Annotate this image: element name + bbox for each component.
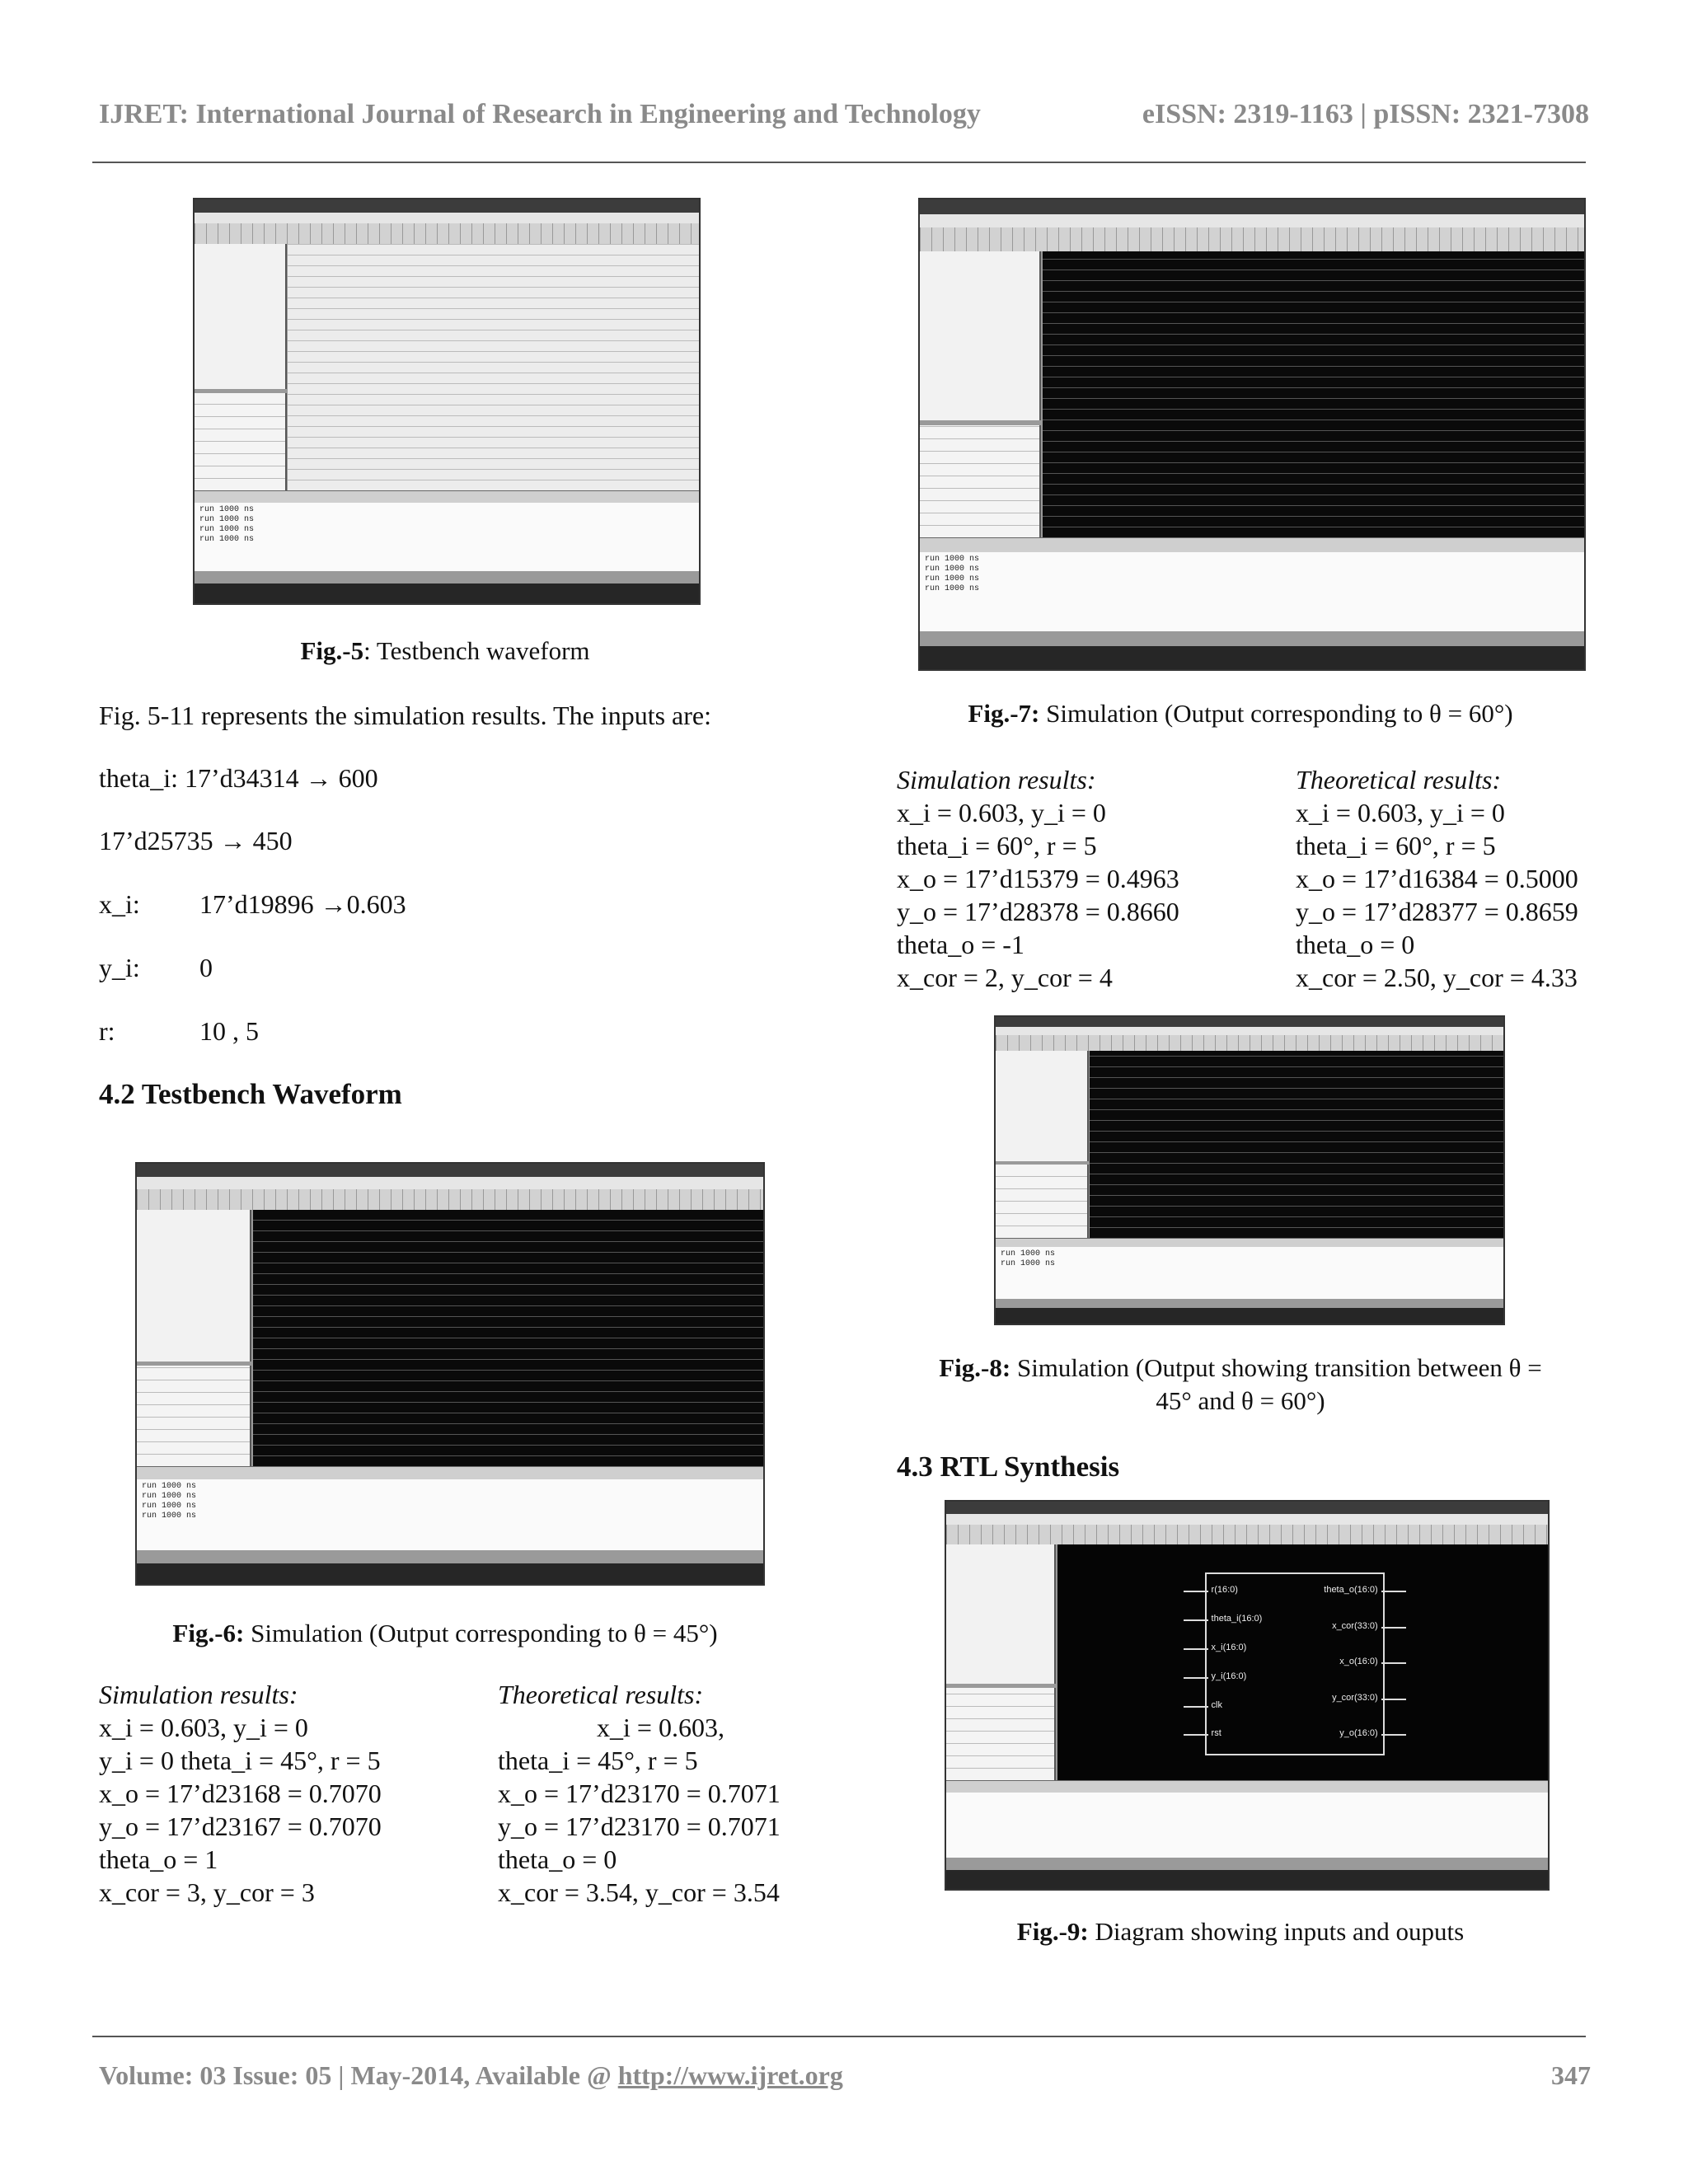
taskbar [920, 646, 1584, 670]
figure-6-screenshot [135, 1162, 765, 1586]
console-line: run 1000 ns [1001, 1259, 1056, 1268]
theo-result-60: x_o = 17’d16384 = 0.5000 [1296, 864, 1578, 893]
page-number: 347 [1551, 2060, 1591, 2090]
rtl-output-port: x_cor(33:0) [1332, 1620, 1378, 1631]
theo-result-60: y_o = 17’d28377 = 0.8659 [1296, 897, 1578, 926]
figure-7-screenshot [918, 198, 1586, 671]
footer-volume [99, 2060, 843, 2091]
issn: eISSN: 2319-1163 | pISSN: 2321-7308 [1142, 99, 1589, 129]
waveform-panel [1043, 251, 1584, 538]
figure-7-caption [890, 697, 1591, 730]
rtl-input-port: clk [1211, 1699, 1222, 1710]
caption-text: : Testbench waveform [363, 636, 590, 665]
input-value: 10 , 5 [199, 1016, 259, 1046]
figure-label: Fig.-8: [939, 1353, 1011, 1382]
figure-9-caption [890, 1915, 1591, 1948]
processes-panel [946, 1688, 1056, 1781]
taskbar [137, 1563, 763, 1585]
caption-text: Simulation (Output showing transition between θ = [1010, 1353, 1542, 1382]
sim-result-45: x_i = 0.603, y_i = 0 [99, 1713, 308, 1742]
toolbar [920, 227, 1584, 251]
console-line: run 1000 ns [925, 564, 980, 574]
console-line: run 1000 ns [1001, 1249, 1056, 1258]
sim-result-45: x_cor = 3, y_cor = 3 [99, 1877, 315, 1907]
section-heading-4-2: 4.2 Testbench Waveform [99, 1078, 402, 1110]
theo-result-45: x_o = 17’d23170 = 0.7071 [498, 1779, 781, 1808]
sim-result-45: y_o = 17’d23167 = 0.7070 [99, 1811, 382, 1841]
sources-panel [195, 244, 287, 389]
theo-result-45: theta_i = 45°, r = 5 [498, 1746, 698, 1775]
tab-strip [946, 1780, 1548, 1793]
console-line: run 1000 ns [199, 504, 255, 514]
caption-text: Simulation (Output corresponding to θ = 60°) [1039, 699, 1513, 728]
theo-result-45: y_o = 17’d23170 = 0.7071 [498, 1811, 781, 1841]
figure-9-screenshot [945, 1500, 1550, 1891]
window-titlebar [996, 1017, 1503, 1027]
figure-5-caption [92, 635, 798, 668]
console-line: run 1000 ns [925, 583, 980, 593]
toolbar [946, 1525, 1548, 1544]
menu-bar [946, 1514, 1548, 1525]
rtl-input-port: x_i(16:0) [1211, 1642, 1247, 1652]
menu-bar [195, 213, 699, 224]
sources-panel [996, 1051, 1089, 1161]
processes-panel [996, 1165, 1089, 1238]
caption-text: Diagram showing inputs and ouputs [1088, 1917, 1465, 1946]
waveform-panel [288, 244, 699, 490]
figure-label: Fig.-5 [300, 636, 364, 665]
sim-result-60: theta_o = -1 [897, 930, 1025, 959]
figure-label: Fig.-6: [172, 1619, 245, 1647]
console-panel [137, 1479, 763, 1551]
console-panel [195, 503, 699, 571]
window-titlebar [920, 199, 1584, 214]
console-line: run 1000 ns [142, 1501, 197, 1511]
sim-result-60: x_i = 0.603, y_i = 0 [897, 798, 1106, 827]
sources-panel [946, 1544, 1056, 1684]
input-theta-1: theta_i: 17’d34314 → 600 [99, 763, 378, 793]
journal-title: IJRET: International Journal of Research in Engineering and Technology [99, 99, 981, 129]
rtl-input-port: y_i(16:0) [1211, 1671, 1247, 1681]
rtl-output-port: x_o(16:0) [1339, 1657, 1378, 1667]
sim-result-60: x_o = 17’d15379 = 0.4963 [897, 864, 1179, 893]
toolbar [195, 223, 699, 244]
console-line: run 1000 ns [199, 524, 255, 534]
taskbar [946, 1870, 1548, 1890]
theo-result-45: x_i = 0.603, [597, 1713, 724, 1742]
caption-text-line-2: 45° and θ = 60°) [1156, 1386, 1325, 1415]
taskbar [996, 1308, 1503, 1324]
input-value: 0 [199, 953, 213, 982]
figure-8-caption [890, 1352, 1591, 1418]
sim-result-45: theta_o = 1 [99, 1844, 218, 1874]
rtl-input-port: rst [1211, 1728, 1221, 1739]
input-label: y_i: [99, 953, 140, 982]
window-titlebar [946, 1502, 1548, 1514]
figure-5-screenshot [193, 198, 701, 605]
input-label: x_i: [99, 889, 140, 919]
sim-result-60: y_o = 17’d28378 = 0.8660 [897, 897, 1179, 926]
window-titlebar [137, 1164, 763, 1177]
figure-label: Fig.-7: [968, 699, 1040, 728]
console-line: run 1000 ns [142, 1511, 197, 1521]
waveform-panel [253, 1210, 763, 1466]
theo-result-60: x_cor = 2.50, y_cor = 4.33 [1296, 963, 1578, 992]
console-line: run 1000 ns [199, 514, 255, 524]
menu-bar [920, 214, 1584, 227]
tab-strip [195, 490, 699, 504]
menu-bar [137, 1177, 763, 1188]
theo-result-45: theta_o = 0 [498, 1844, 617, 1874]
console-panel [996, 1247, 1503, 1299]
toolbar [996, 1035, 1503, 1051]
theo-results-45-title: Theoretical results: [498, 1680, 704, 1709]
rtl-output-port: y_cor(33:0) [1332, 1692, 1378, 1703]
sources-panel [137, 1210, 251, 1361]
footer-rule [92, 2036, 1586, 2037]
properties-panel [946, 1793, 1548, 1858]
input-xi [99, 888, 406, 921]
console-panel [920, 552, 1584, 632]
window-titlebar [195, 199, 699, 213]
input-yi [99, 951, 213, 984]
intro-paragraph: Fig. 5-11 represents the simulation results. The inputs are: [99, 701, 711, 730]
waveform-panel [1090, 1051, 1503, 1238]
tab-strip [137, 1466, 763, 1479]
taskbar [195, 583, 699, 604]
figure-6-caption [92, 1617, 798, 1650]
console-line: run 1000 ns [199, 534, 255, 544]
figure-8-screenshot [994, 1015, 1505, 1325]
header-rule [92, 162, 1586, 163]
sim-results-60-title: Simulation results: [897, 765, 1096, 794]
theo-results-60-title: Theoretical results: [1296, 765, 1502, 794]
sim-result-60: theta_i = 60°, r = 5 [897, 831, 1097, 860]
input-theta-2: 17’d25735 → 450 [99, 826, 293, 855]
menu-bar [996, 1027, 1503, 1035]
rtl-output-port: theta_o(16:0) [1324, 1585, 1378, 1596]
processes-panel [920, 425, 1041, 538]
console-line: run 1000 ns [142, 1481, 197, 1491]
rtl-input-port: theta_i(16:0) [1211, 1614, 1263, 1624]
journal-link[interactable]: http://www.ijret.org [617, 2060, 843, 2090]
input-label: r: [99, 1016, 115, 1046]
sim-result-45: x_o = 17’d23168 = 0.7070 [99, 1779, 382, 1808]
theo-result-60: x_i = 0.603, y_i = 0 [1296, 798, 1505, 827]
footer-volume-text: Volume: 03 Issue: 05 | May-2014, Available @ [99, 2060, 618, 2090]
rtl-module-box [1205, 1572, 1385, 1755]
rtl-schematic-panel [1057, 1544, 1548, 1781]
sources-panel [920, 251, 1041, 420]
tab-strip [920, 537, 1584, 552]
console-line: run 1000 ns [142, 1491, 197, 1501]
section-heading-4-3: 4.3 RTL Synthesis [897, 1451, 1120, 1483]
rtl-output-port: y_o(16:0) [1339, 1728, 1378, 1739]
sim-result-45: y_i = 0 theta_i = 45°, r = 5 [99, 1746, 381, 1775]
toolbar [137, 1189, 763, 1211]
figure-label: Fig.-9: [1016, 1917, 1089, 1946]
processes-panel [137, 1366, 251, 1466]
console-line: run 1000 ns [925, 554, 980, 564]
theo-result-60: theta_o = 0 [1296, 930, 1415, 959]
caption-text: Simulation (Output corresponding to θ = 45°) [244, 1619, 718, 1647]
sim-results-45-title: Simulation results: [99, 1680, 298, 1709]
sim-result-60: x_cor = 2, y_cor = 4 [897, 963, 1113, 992]
rtl-input-port: r(16:0) [1211, 1585, 1238, 1596]
theo-result-60: theta_i = 60°, r = 5 [1296, 831, 1496, 860]
processes-panel [195, 393, 287, 490]
input-r [99, 1015, 259, 1047]
input-value: 17’d19896 →0.603 [199, 889, 406, 919]
console-line: run 1000 ns [925, 574, 980, 583]
theo-result-45: x_cor = 3.54, y_cor = 3.54 [498, 1877, 780, 1907]
